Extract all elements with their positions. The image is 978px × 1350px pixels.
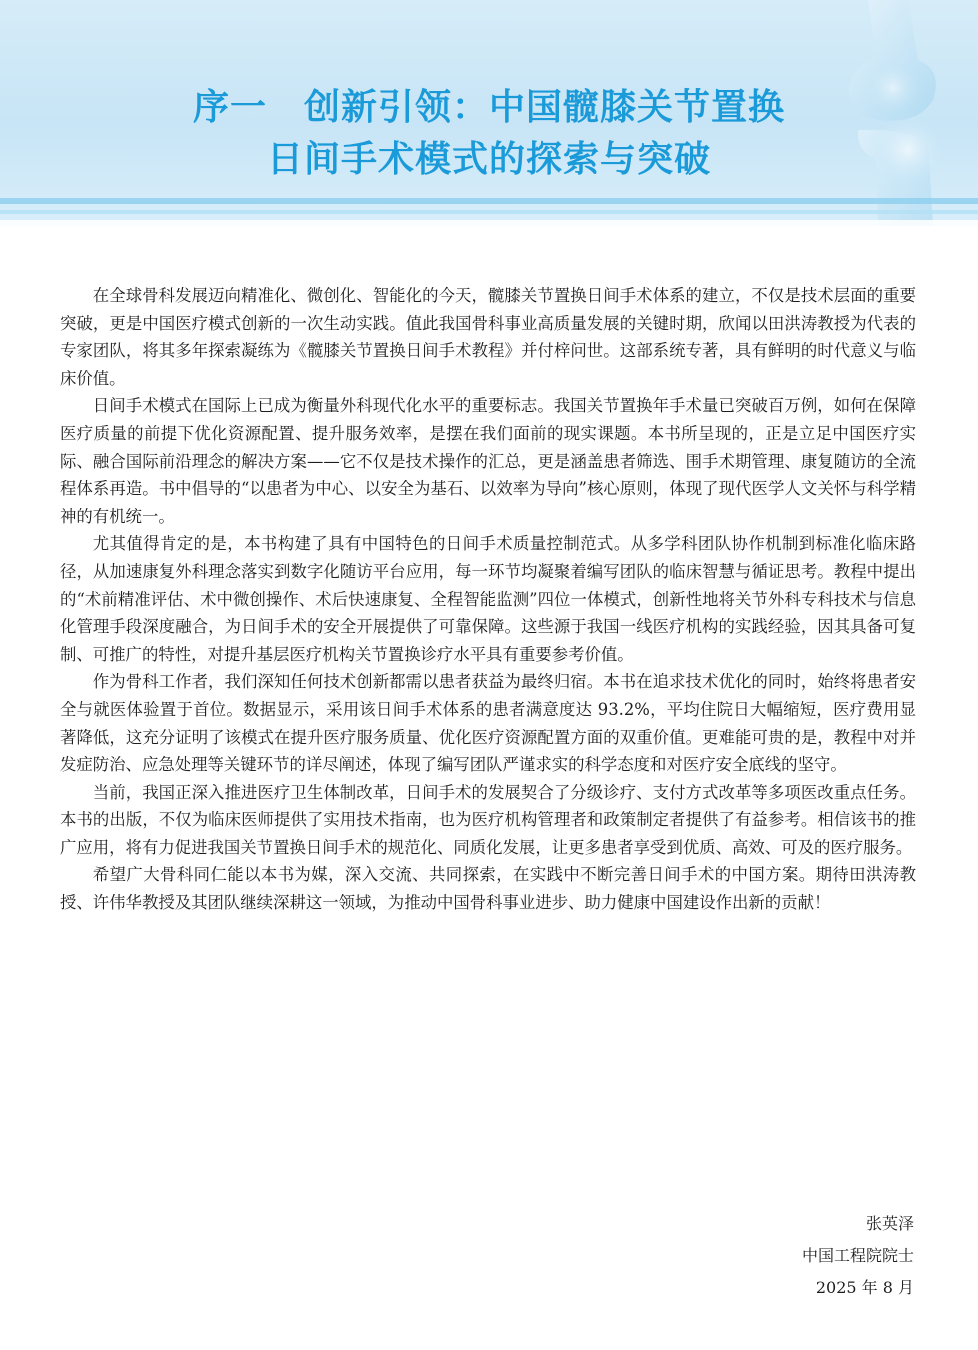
paragraph: 希望广大骨科同仁能以本书为媒，深入交流、共同探索，在实践中不断完善日间手术的中国方案。期待田洪涛教授、许伟华教授及其团队继续深耕这一领域，为推动中国骨科事业进步、助力健康中国建设作出新的贡献！ — [60, 865, 916, 913]
signature-date: 2025 年 8 月 — [815, 1278, 914, 1297]
author-name: 张英泽 — [865, 1214, 914, 1233]
paragraph: 当前，我国正深入推进医疗卫生体制改革，日间手术的发展契合了分级诊疗、支付方式改革等多项医改重点任务。本书的出版，不仅为临床医师提供了实用技术指南，也为医疗机构管理者和政策制定者提供了有益参考。相信该书的推广应用，将有力促进我国关节置换日间手术的规范化、同质化发展，让更多患者享受到优质、高效、可及的医疗服务。 — [60, 782, 916, 857]
page-header-banner — [0, 0, 978, 226]
paragraph: 日间手术模式在国际上已成为衡量外科现代化水平的重要标志。我国关节置换年手术量已突破百万例，如何在保障医疗质量的前提下优化资源配置、提升服务效率，是摆在我们面前的现实课题。本书所呈现的，正是立足中国医疗实际、融合国际前沿理念的解决方案——它不仅是技术操作的汇总，更是涵盖患者筛选、围手术期管理、康复随访的全流程体系再造。书中倡导的“以患者为中心、以安全为基石、以效率为导向”核心原则，体现了现代医学人文关怀与科学精神的有机统一。 — [60, 396, 916, 526]
paragraph: 作为骨科工作者，我们深知任何技术创新都需以患者获益为最终归宿。本书在追求技术优化的同时，始终将患者安全与就医体验置于首位。数据显示，采用该日间手术体系的患者满意度达 93.2%，平均住院日大幅缩短，医疗费用显著降低，这充分证明了该模式在提升医疗服务质量、优化医疗资源配置方面的双重价值。更难能可贵的是，教程中对并发症防治、应急处理等关键环节的详尽阐述，体现了编写团队严谨求实的科学态度和对医疗安全底线的坚守。 — [60, 672, 916, 775]
signature-block — [802, 1208, 914, 1304]
author-title: 中国工程院院士 — [801, 1246, 914, 1265]
header-stripe — [0, 210, 978, 214]
paragraph: 在全球骨科发展迈向精准化、微创化、智能化的今天，髋膝关节置换日间手术体系的建立，不仅是技术层面的重要突破，更是中国医疗模式创新的一次生动实践。值此我国骨科事业高质量发展的关键时期，欣闻以田洪涛教授为代表的专家团队，将其多年探索凝练为《髋膝关节置换日间手术教程》并付梓问世。这部系统专著，具有鲜明的时代意义与临床价值。 — [60, 286, 916, 388]
header-stripe — [0, 220, 978, 226]
title-line-2: 日间手术模式的探索与突破 — [266, 139, 711, 180]
paragraph: 尤其值得肯定的是，本书构建了具有中国特色的日间手术质量控制范式。从多学科团队协作机制到标准化临床路径，从加速康复外科理念落实到数字化随访平台应用，每一环节均凝聚着编写团队的临床智慧与循证思考。教程中提出的“术前精准评估、术中微创操作、术后快速康复、全程智能监测”四位一体模式，创新性地将关节外科专科技术与信息化管理手段深度融合，为日间手术的安全开展提供了可靠保障。这些源于我国一线医疗机构的实践经验，因其具备可复制、可推广的特性，对提升基层医疗机构关节置换诊疗水平具有重要参考价值。 — [60, 534, 916, 664]
page-title — [0, 82, 978, 186]
title-line-1: 序一 创新引领：中国髋膝关节置换 — [192, 87, 785, 128]
preface-body — [60, 282, 916, 917]
header-stripe — [0, 198, 978, 204]
